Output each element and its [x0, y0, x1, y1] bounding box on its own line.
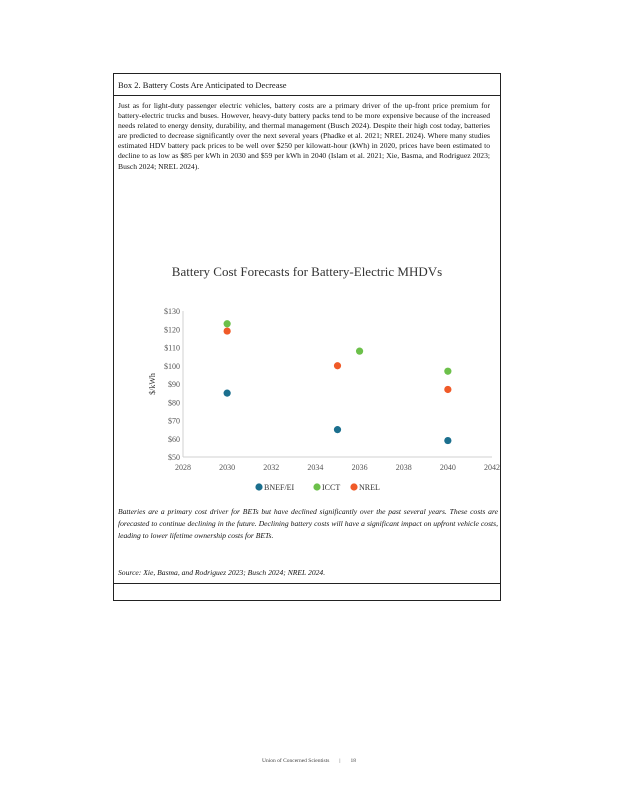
data-point-bnef-ei — [334, 426, 341, 433]
y-tick-label: $50 — [168, 453, 180, 462]
x-tick-label: 2036 — [351, 463, 368, 472]
y-tick-label: $90 — [168, 380, 180, 389]
x-tick-label: 2030 — [219, 463, 236, 472]
legend-marker-bnef-ei — [255, 483, 262, 490]
data-point-nrel — [334, 362, 341, 369]
x-tick-label: 2038 — [395, 463, 412, 472]
bottom-divider — [114, 583, 500, 584]
chart-source: Source: Xie, Basma, and Rodriguez 2023; Busch 2024; NREL 2024. — [118, 568, 326, 577]
box-2 — [113, 73, 501, 601]
page-footer — [0, 758, 618, 764]
data-point-icct — [444, 368, 451, 375]
y-axis-label: $/kWh — [148, 373, 157, 395]
footer-org: Union of Concerned Scientists — [262, 758, 330, 764]
chart-caption: Batteries are a primary cost driver for BETs but have declined significantly over the past several years. These costs are forecasted to continue declining in the future. Declining battery costs will have a significant impact on upfront vehicle costs, leading to lower lifetime ownership costs for BETs. — [118, 507, 498, 540]
box-title: Box 2. Battery Costs Are Anticipated to Decrease — [118, 80, 287, 90]
footer-separator: | — [339, 758, 341, 764]
data-point-nrel — [224, 327, 231, 334]
data-point-bnef-ei — [224, 390, 231, 397]
y-tick-label: $70 — [168, 416, 180, 426]
legend-label: ICCT — [322, 483, 341, 492]
data-point-bnef-ei — [444, 437, 451, 444]
x-tick-label: 2042 — [484, 463, 500, 472]
x-tick-label: 2028 — [175, 463, 191, 472]
y-tick-label: $120 — [164, 325, 180, 335]
y-tick-label: $130 — [164, 307, 180, 316]
box-paragraph: Just as for light-duty passenger electric vehicles, battery costs are a primary driver of the up-front price premium for battery-electric trucks and buses. However, heavy-duty battery packs tend to be more expensive because of the increased needs related to energy density, durability, and thermal management (Busch 2024). Despite their high cost today, batteries are predicted to decrease significantly over the next several years (Phadke et al. 2021; NREL 2024). Where many studies estimated HDV battery pack prices to be well over $250 per kilowatt-hour (kWh) in 2020, prices have been estimated to decline to as low as $85 per kWh in 2030 and $59 per kWh in 2040 (Islam et al. 2021; Xie, Basma, and Rodriguez 2023; Busch 2024; NREL 2024). — [118, 101, 490, 171]
x-tick-label: 2040 — [439, 463, 456, 472]
legend-label: NREL — [359, 483, 380, 492]
legend-marker-icct — [313, 483, 320, 490]
scatter-chart — [114, 74, 502, 504]
data-point-icct — [356, 348, 363, 355]
y-tick-label: $100 — [164, 361, 180, 371]
chart-title: Battery Cost Forecasts for Battery-Electric MHDVs — [171, 264, 443, 279]
x-tick-label: 2034 — [307, 463, 324, 472]
y-tick-label: $110 — [164, 343, 180, 353]
data-point-nrel — [444, 386, 451, 393]
legend-marker-nrel — [350, 483, 357, 490]
data-point-icct — [224, 320, 231, 327]
page-number: 18 — [350, 758, 356, 764]
y-tick-label: $80 — [168, 398, 180, 408]
legend-label: BNEF/EI — [264, 483, 295, 492]
x-tick-label: 2032 — [263, 463, 280, 472]
y-tick-label: $60 — [168, 434, 180, 444]
